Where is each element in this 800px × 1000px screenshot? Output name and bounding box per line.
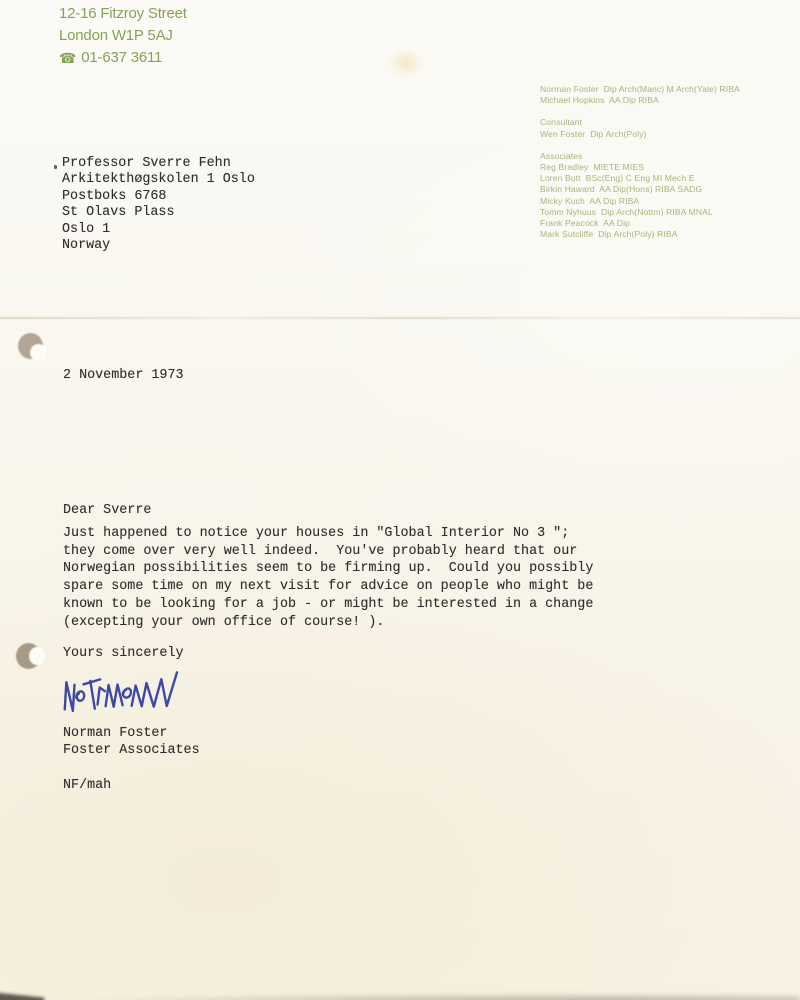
signoff-company: Foster Associates <box>63 742 200 758</box>
staff-line: Frank Peacock AA Dip <box>540 218 630 229</box>
consultant-group <box>540 117 780 139</box>
recipient-address-line: Postboks 6768 <box>62 188 167 204</box>
recipient-address-line: St Olavs Plass <box>62 205 175 221</box>
recipient-address-line: Arkitekthøgskolen 1 Oslo <box>62 172 255 188</box>
staff-line: Wen Foster Dip Arch(Poly) <box>540 128 647 139</box>
letterhead <box>59 3 187 69</box>
body-line: they come over very well indeed. You've probably heard that our <box>63 543 578 559</box>
body-line: spare some time on my next visit for advice on people who might be <box>63 579 594 595</box>
associates-heading: Associates <box>540 150 583 161</box>
punch-hole-top <box>18 333 43 359</box>
associates-list <box>540 162 780 240</box>
fold-crease-line <box>0 317 800 319</box>
punch-hole-bottom <box>16 643 41 669</box>
consultant-list <box>540 129 780 140</box>
staff-block <box>540 84 780 251</box>
recipient-address <box>62 156 255 254</box>
paper-stain <box>388 48 424 78</box>
telephone-icon: ☎ <box>59 50 77 66</box>
scan-corner-shadow <box>0 992 44 1000</box>
scan-edge-shadow <box>55 993 800 1000</box>
staff-line: Loren Butt BSc(Eng) C Eng MI Mech E <box>540 173 695 184</box>
staff-line: Mark Sutcliffe Dip Arch(Poly) RIBA <box>540 229 678 240</box>
punch-hole-highlight <box>30 344 47 361</box>
signature-norman <box>59 663 197 724</box>
body-line: Just happened to notice your houses in "Global Interior No 3 "; <box>63 526 570 541</box>
staff-line: Norman Foster Dip Arch(Manc) M Arch(Yale) RIBA <box>540 84 740 94</box>
recipient-address-line: Oslo 1 <box>62 221 111 237</box>
letterhead-phone-number: 01-637 3611 <box>81 49 163 66</box>
letterhead-city: London W1P 5AJ <box>59 27 173 44</box>
body-text <box>63 525 593 631</box>
reference-initials: NF/mah <box>63 778 112 793</box>
consultant-heading: Consultant <box>540 117 583 128</box>
staff-line: Michael Hopkins AA Dip RIBA <box>540 95 659 106</box>
staff-line: Birkin Haward AA Dip(Hons) RIBA SADG <box>540 184 703 195</box>
associates-group <box>540 151 780 241</box>
letterhead-street: 12-16 Fitzroy Street <box>59 5 187 22</box>
punch-hole-highlight <box>29 647 45 665</box>
recipient-address-line: Professor Sverre Fehn <box>62 156 231 171</box>
recipient-address-line: Norway <box>62 238 111 254</box>
body-line: Norwegian possibilities seem to be firming up. Could you possibly <box>63 561 594 577</box>
principals-list <box>540 84 780 106</box>
ink-speck <box>54 165 57 169</box>
letterhead-phone-row <box>59 47 187 69</box>
salutation: Dear Sverre <box>63 503 152 518</box>
staff-line: Micky Kuch AA Dip RIBA <box>540 195 640 206</box>
body-line: (excepting your own office of course! ). <box>63 614 385 630</box>
signoff-block <box>63 726 200 759</box>
staff-line: Tomm Nyhuus Dip Arch(Nottm) RIBA MNAL <box>540 206 713 217</box>
signoff-name: Norman Foster <box>63 726 168 741</box>
closing-line: Yours sincerely <box>63 646 184 661</box>
body-line: known to be looking for a job - or might be interested in a change <box>63 596 594 612</box>
signature-ink-icon <box>59 663 197 724</box>
staff-line: Reg Bradley MIETE MIES <box>540 162 645 173</box>
letter-date: 2 November 1973 <box>63 368 184 383</box>
